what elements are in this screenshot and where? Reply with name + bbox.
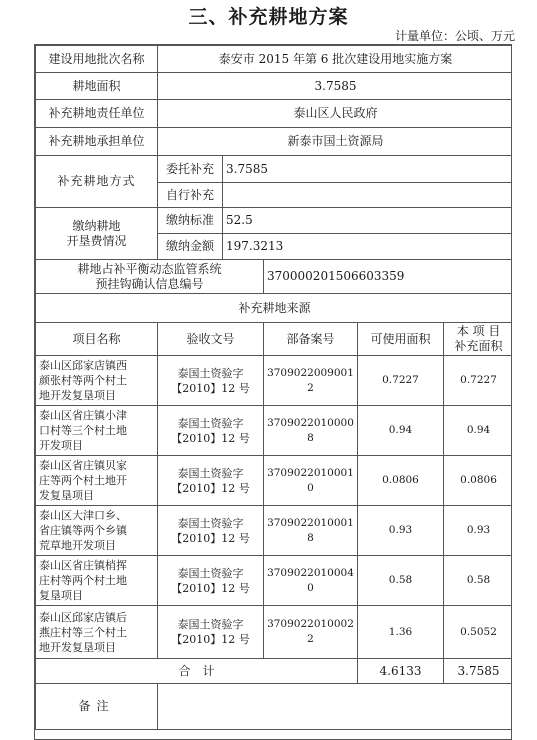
source-row bbox=[36, 406, 513, 456]
supplement-area: 0.5052 bbox=[444, 606, 513, 659]
fee-standard-value: 52.5 bbox=[223, 208, 513, 234]
acceptance-doc: 泰国土资验字 【2010】12 号 bbox=[158, 506, 264, 556]
source-row bbox=[36, 556, 513, 606]
supplement-plan-form bbox=[34, 44, 512, 740]
monitor-label: 耕地占补平衡动态监管系统 预挂钩确认信息编号 bbox=[36, 260, 264, 294]
project-name: 泰山区邱家店镇后 燕庄村等三个村土 地开发复垦项目 bbox=[36, 606, 158, 659]
batch-name-value: 泰安市 2015 年第 6 批次建设用地实施方案 bbox=[158, 46, 513, 73]
source-row bbox=[36, 456, 513, 506]
usable-area: 0.58 bbox=[358, 556, 444, 606]
usable-area: 0.94 bbox=[358, 406, 444, 456]
remark-label: 备注 bbox=[36, 684, 158, 730]
usable-area: 0.93 bbox=[358, 506, 444, 556]
record-number: 37090220100010 bbox=[264, 456, 358, 506]
supplement-area: 0.0806 bbox=[444, 456, 513, 506]
record-number: 37090220100040 bbox=[264, 556, 358, 606]
method-entrusted-value: 3.7585 bbox=[223, 156, 513, 183]
record-number: 37090220100008 bbox=[264, 406, 358, 456]
supplement-area: 0.58 bbox=[444, 556, 513, 606]
responsible-value: 泰山区人民政府 bbox=[158, 100, 513, 128]
col-header-record: 部备案号 bbox=[264, 323, 358, 356]
total-row bbox=[36, 659, 513, 684]
undertaker-label: 补充耕地承担单位 bbox=[36, 128, 158, 156]
record-number: 37090220100018 bbox=[264, 506, 358, 556]
total-usable: 4.6133 bbox=[358, 659, 444, 684]
usable-area: 1.36 bbox=[358, 606, 444, 659]
total-supplement: 3.7585 bbox=[444, 659, 513, 684]
fee-standard-label: 缴纳标准 bbox=[158, 208, 223, 234]
unit-note: 计量单位：公顷、万元 bbox=[394, 29, 515, 43]
project-name: 泰山区省庄镇小津 口村等三个村土地 开发项目 bbox=[36, 406, 158, 456]
usable-area: 0.0806 bbox=[358, 456, 444, 506]
fee-label: 缴纳耕地 开垦费情况 bbox=[36, 208, 158, 260]
total-label: 合 计 bbox=[36, 659, 358, 684]
batch-name-label: 建设用地批次名称 bbox=[36, 46, 158, 73]
supplement-area: 0.94 bbox=[444, 406, 513, 456]
acceptance-doc: 泰国土资验字 【2010】12 号 bbox=[158, 606, 264, 659]
source-row bbox=[36, 606, 513, 659]
source-row bbox=[36, 506, 513, 556]
method-entrusted-label: 委托补充 bbox=[158, 156, 223, 183]
monitor-value: 370000201506603359 bbox=[264, 260, 513, 294]
supplement-area: 0.93 bbox=[444, 506, 513, 556]
col-header-doc: 验收文号 bbox=[158, 323, 264, 356]
acceptance-doc: 泰国土资验字 【2010】12 号 bbox=[158, 556, 264, 606]
fee-amount-value: 197.3213 bbox=[223, 234, 513, 260]
col-header-name: 项目名称 bbox=[36, 323, 158, 356]
supplement-area: 0.7227 bbox=[444, 356, 513, 406]
acceptance-doc: 泰国土资验字 【2010】12 号 bbox=[158, 356, 264, 406]
record-number: 37090220100022 bbox=[264, 606, 358, 659]
method-label: 补充耕地方式 bbox=[36, 156, 158, 208]
acceptance-doc: 泰国土资验字 【2010】12 号 bbox=[158, 456, 264, 506]
usable-area: 0.7227 bbox=[358, 356, 444, 406]
page-title: 三、补充耕地方案 bbox=[188, 6, 349, 28]
remark-value bbox=[158, 684, 513, 730]
area-value: 3.7585 bbox=[158, 73, 513, 100]
acceptance-doc: 泰国土资验字 【2010】12 号 bbox=[158, 406, 264, 456]
source-section-title: 补充耕地来源 bbox=[36, 294, 513, 323]
method-self-value bbox=[223, 183, 513, 208]
project-name: 泰山区邱家店镇西 颜张村等两个村土 地开发复垦项目 bbox=[36, 356, 158, 406]
record-number: 37090220090012 bbox=[264, 356, 358, 406]
fee-amount-label: 缴纳金额 bbox=[158, 234, 223, 260]
responsible-label: 补充耕地责任单位 bbox=[36, 100, 158, 128]
area-label: 耕地面积 bbox=[36, 73, 158, 100]
method-self-label: 自行补充 bbox=[158, 183, 223, 208]
undertaker-value: 新泰市国土资源局 bbox=[158, 128, 513, 156]
plan-table bbox=[35, 45, 512, 730]
col-header-usable: 可使用面积 bbox=[358, 323, 444, 356]
project-name: 泰山区大津口乡、 省庄镇等两个乡镇 荒草地开发项目 bbox=[36, 506, 158, 556]
project-name: 泰山区省庄镇梢挥 庄村等两个村土地 复垦项目 bbox=[36, 556, 158, 606]
source-row bbox=[36, 356, 513, 406]
project-name: 泰山区省庄镇贝家 庄等两个村土地开 发复垦项目 bbox=[36, 456, 158, 506]
col-header-supplement: 本 项 目 补充面积 bbox=[444, 323, 513, 356]
